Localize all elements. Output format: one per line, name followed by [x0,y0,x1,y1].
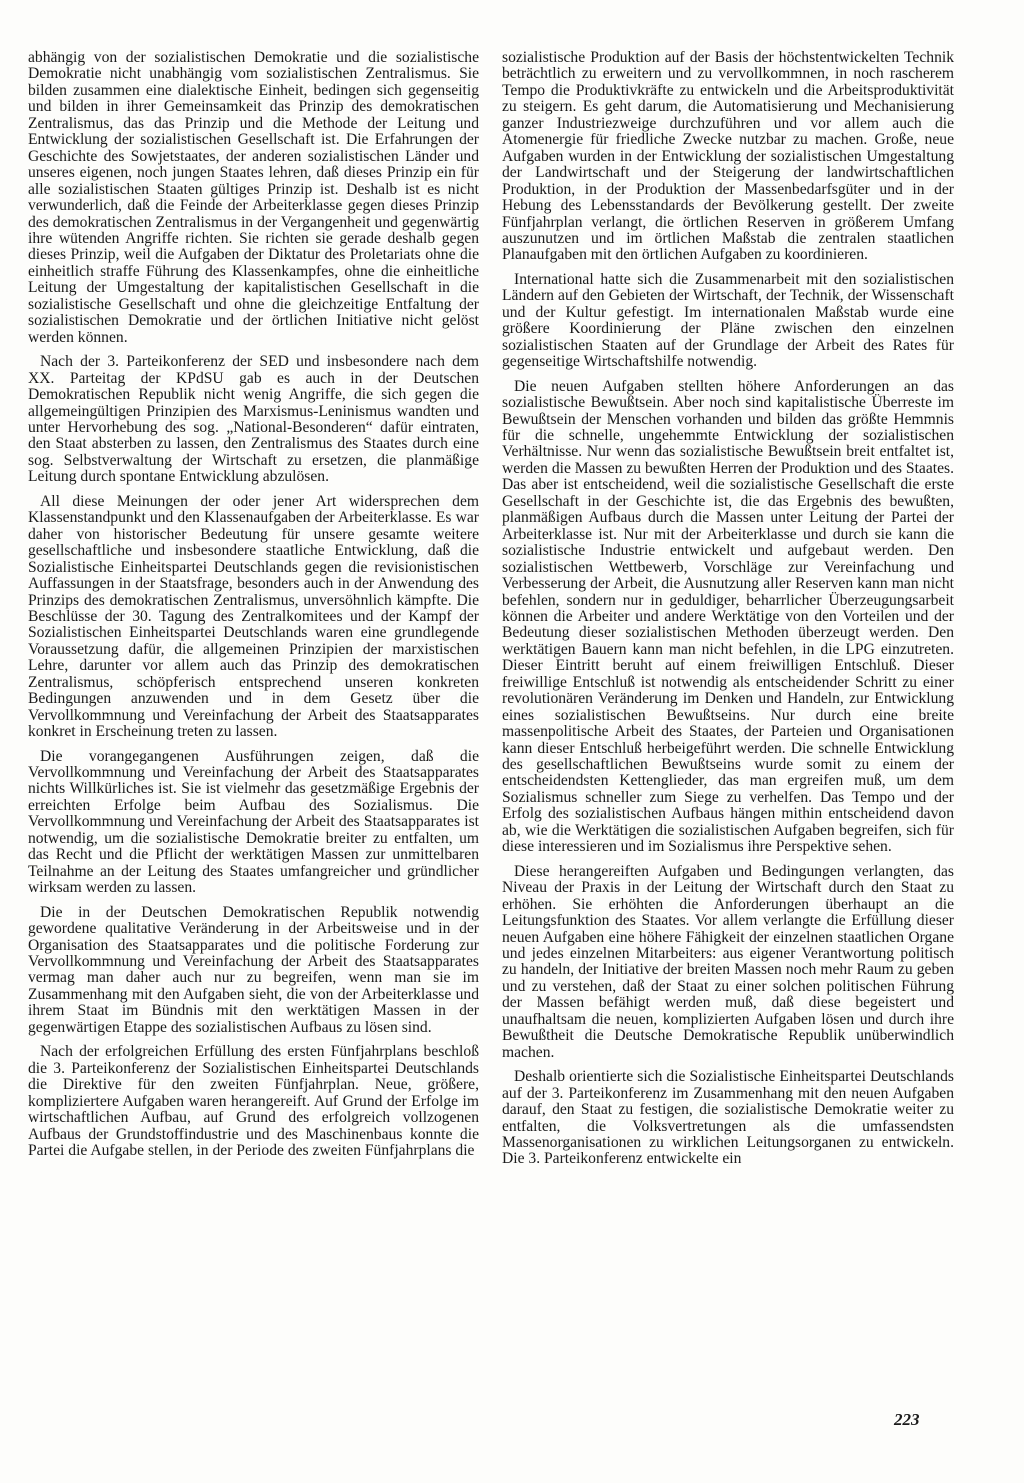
paragraph: Die neuen Aufgaben stellten höhere Anforderungen an das sozialistische Bewußtsein. Aber noch sind kapitalistische Überreste im Bewußtsein der Menschen vorhanden und bilden das größte Hemmnis für die schnelle, ungehemmte Entwicklung der sozialistischen Verhältnisse. Nur wenn das sozialistische Bewußtsein breit entfaltet ist, werden die Massen zu bewußten Herren der Produktion und des Staates. Das aber ist entscheidend, weil die sozialistische Gesellschaft die erste Gesellschaft in der Geschichte ist, die das Ergebnis des bewußten, planmäßigen Aufbaus durch die Massen unter Leitung der Partei der Arbeiterklasse ist. Nur mit der Arbeiterklasse und durch sie kann die sozialistische Industrie entwickelt und aufgebaut werden. Den sozialistischen Wettbewerb, Vorschläge zur Vereinfachung und Verbesserung der Arbeit, die Ausnutzung aller Reserven kann man nicht befehlen, sondern nur in geduldiger, beharrlicher Überzeugungsarbeit können die Arbeiter und andere Werktätige von den Vorteilen und der Bedeutung dieser sozialistischen Methoden überzeugt werden. Den werktätigen Bauern kann man nicht befehlen, in die LPG einzutreten. Dieser Eintritt beruht auf einem freiwilligen Entschluß. Dieser freiwillige Entschluß ist notwendig als entscheidender Schritt zu einer revolutionären Veränderung im Denken und Handeln, zur Entwicklung eines sozialistischen Bewußtseins. Nur durch eine breite massenpolitische Arbeit des Staates, der Parteien und Organisationen kann dieser Entschluß herbeigeführt werden. Die schnelle Entwicklung des gesellschaftlichen Bewußtseins wurde somit zu einem der entscheidendsten Kettenglieder, das man ergreifen muß, um dem Sozialismus schneller zum Siege zu verhelfen. Das Tempo und der Erfolg des sozialistischen Aufbaus hängen mithin entscheidend davon ab, wie die Werktätigen die sozialistischen Aufgaben begreifen, sich für diese interessieren und im Sozialismus ihre Perspektive sehen. [502,377,954,856]
paragraph: Nach der 3. Parteikonferenz der SED und insbesondere nach dem XX. Parteitag der KPdSU gab es auch in der Deutschen Demokratischen Republik nicht wenig Angriffe, die sich gegen die allgemeingültigen Prinzipien des Marxismus-Leninismus wandten und unter Hervorhebung des sog. „National-Besonderen“ dafür eintraten, den Staat absterben zu lassen, den Zentralismus des Staates durch eine sog. Selbstverwaltung der Wirtschaft zu ersetzen, die planmäßige Leitung durch spontane Entwicklung abzulösen. [28,353,479,486]
paragraph: Nach der erfolgreichen Erfüllung des ersten Fünfjahrplans beschloß die 3. Parteikonferenz der Sozialistischen Einheitspartei Deutschlands die Direktive für den zweiten Fünfjahrplan. Neue, größere, kompliziertere Aufgaben waren herangereift. Auf Grund der Erfolge im wirtschaftlichen Aufbau, auf Grund des erfolgreich vollzogenen Aufbaus der Grundstoffindustrie und des Maschinenbaus konnte die Partei die Aufgabe stellen, in der Periode des zweiten Fünfjahrplans die [28,1043,479,1159]
paragraph: Deshalb orientierte sich die Sozialistische Einheitspartei Deutschlands auf der 3. Parteikonferenz im Zusammenhang mit den neuen Aufgaben darauf, den Staat zu festigen, die sozialistische Demokratie weiter zu entfalten, die Volksvertretungen als die umfassendsten Massenorganisationen zu wirklichen Leitungsorganen zu entwickeln. Die 3. Parteikonferenz entwickelte ein [502,1068,954,1168]
left-column [28,50,479,1167]
paragraph: Diese herangereiften Aufgaben und Bedingungen verlangten, das Niveau der Praxis in der Leitung der Wirtschaft durch den Staat zu erhöhen. Sie erhöhten die Anforderungen überhaupt an die Leitungsfunktion des Staates. Vor allem verlangte die Erfüllung dieser neuen Aufgaben eine höhere Fähigkeit der einzelnen staatlichen Organe und jedes einzelnen Mitarbeiters: aus eigener Verantwortung politisch zu handeln, der Initiative der breiten Massen noch mehr Raum zu geben und zu verstehen, daß der Staat zu einer solchen politischen Führung der Massen befähigt werden muß, daß diese begeistert und unaufhaltsam die neuen, komplizierten Aufgaben lösen und durch ihre Bewußtheit die Deutsche Demokratische Republik unüberwindlich machen. [502,862,954,1061]
right-column [502,50,954,1176]
paragraph: All diese Meinungen der oder jener Art widersprechen dem Klassenstandpunkt und den Klassenaufgaben der Arbeiterklasse. Es war daher von historischer Bedeutung für unsere gesamte weitere gesellschaftliche und insbesondere staatliche Entwicklung, daß die Sozialistische Einheitspartei Deutschlands gegen die revisionistischen Auffassungen in der Staatsfrage, besonders auch in der Anwendung des Prinzips des demokratischen Zentralismus, unversöhnlich kämpfte. Die Beschlüsse der 30. Tagung des Zentralkomitees und der Kampf der Sozialistischen Einheitspartei Deutschlands waren eine grundlegende Voraussetzung dafür, die allgemeinen Prinzipien der marxistischen Lehre, darunter vor allem auch das Prinzip des demokratischen Zentralismus, schöpferisch entsprechend unseren konkreten Bedingungen anzuwenden und in dem Gesetz über die Vervollkommnung und Vereinfachung der Arbeit des Staatsapparates konkret in Erscheinung treten zu lassen. [28,492,479,741]
paragraph: Die vorangegangenen Ausführungen zeigen, daß die Vervollkommnung und Vereinfachung der Arbeit des Staatsapparates nichts Willkürliches ist. Sie ist vielmehr das gesetzmäßige Ergebnis der erreichten Erfolge beim Aufbau des Sozialismus. Die Vervollkommnung und Vereinfachung der Arbeit des Staatsapparates ist notwendig, um die sozialistische Demokratie breiter zu entfalten, um das Recht und die Pflicht der werktätigen Massen zur unmittelbaren Teilnahme an der Leitung des Staates umfangreicher und gründlicher wirksam werden zu lassen. [28,747,479,897]
paragraph: sozialistische Produktion auf der Basis der höchstentwickelten Technik beträchtlich zu erweitern und zu vervollkommnen, in noch rascherem Tempo die Produktivkräfte zu entwickeln und die Arbeitsproduktivität zu steigern. Es geht darum, die Automatisierung und Mechanisierung ganzer Industriezweige durchzuführen und vor allem auch die Atomenergie für friedliche Zwecke nutzbar zu machen. Große, neue Aufgaben wurden in der Entwicklung der sozialistischen Umgestaltung der Landwirtschaft und der Steigerung der landwirtschaftlichen Produktion, in der Produktion der Massenbedarfsgüter und in der Hebung des Lebensstandards der Bevölkerung gestellt. Der zweite Fünfjahrplan verlangt, die örtlichen Reserven in größerem Umfang auszunutzen und im örtlichen Maßstab die zentralen staatlichen Planaufgaben mit den örtlichen Aufgaben zu koordinieren. [502,49,954,264]
paragraph: International hatte sich die Zusammenarbeit mit den sozialistischen Ländern auf den Gebieten der Wirtschaft, der Technik, der Wissenschaft und der Kultur gefestigt. Im internationalen Maßstab wurde eine größere Koordinierung der Pläne zwischen den einzelnen sozialistischen Staaten auf der Grundlage der Arbeit des Rates für gegenseitige Wirtschaftshilfe notwendig. [502,270,954,371]
page-number: 223 [894,1410,920,1429]
paragraph: abhängig von der sozialistischen Demokratie und die sozialistische Demokratie nicht unabhängig vom sozialistischen Zentralismus. Sie bilden zusammen eine dialektische Einheit, bedingen sich gegenseitig und bilden in ihrer Gemeinsamkeit das Prinzip des demokratischen Zentralismus, das das Prinzip und die Methode der Leitung und Entwicklung der sozialistischen Gesellschaft ist. Die Erfahrungen der Geschichte des Sowjetstaates, der anderen sozialistischen Länder und unseres eigenen, noch jungen Staates lehren, daß dieses Prinzip ein für alle sozialistischen Staaten gültiges Prinzip ist. Deshalb ist es nicht verwunderlich, daß die Feinde der Arbeiterklasse gegen dieses Prinzip des demokratischen Zentralismus in der Vergangenheit und gegenwärtig ihre wütenden Angriffe richten. Sie richten sie gerade deshalb gegen dieses Prinzip, weil die Aufgaben der Diktatur des Proletariats ohne die einheitlich straffe Führung des Klassenkampfes, ohne die einheitliche Leitung der Umgestaltung der kapitalistischen Gesellschaft in die sozialistische Gesellschaft und ohne die gleichzeitige Entfaltung der sozialistischen Demokratie und der örtlichen Initiative nicht gelöst werden können. [28,49,479,346]
paragraph: Die in der Deutschen Demokratischen Republik notwendig gewordene qualitative Veränderung in der Arbeitsweise und in der Organisation des Staatsapparates und die politische Forderung zur Vervollkommnung und Vereinfachung der Arbeit des Staatsapparates vermag man daher auch nur zu begreifen, wenn man sie im Zusammenhang mit den Aufgaben sieht, die von der Arbeiterklasse und ihrem Staat im Bündnis mit den werktätigen Massen in der gegenwärtigen Etappe des sozialistischen Aufbaus zu lösen sind. [28,903,479,1036]
